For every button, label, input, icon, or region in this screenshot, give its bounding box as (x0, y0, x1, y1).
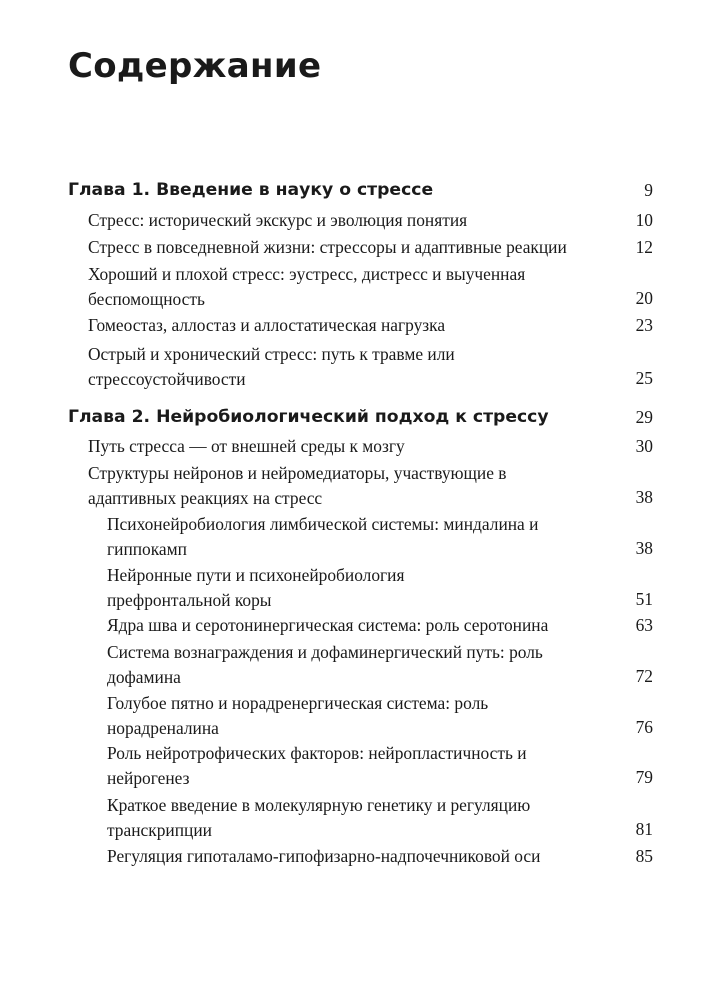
toc-entry-continuation (107, 715, 653, 740)
toc-chapter-2[interactable] (68, 404, 653, 430)
toc-entry-title: Острый и хронический стресс: путь к травме или стрессоустойчивости (88, 344, 455, 389)
toc-page-number: 63 (635, 615, 653, 635)
toc-entry-continuation (107, 765, 653, 790)
toc-page-number: 23 (635, 315, 653, 335)
toc-entry-continuation (88, 366, 653, 391)
toc-entry-title: Стресс: исторический экскурс и эволюция понятия (88, 210, 468, 230)
toc-page-number: 30 (635, 436, 653, 456)
toc-page-number: 72 (635, 666, 653, 686)
toc-page-number: 81 (635, 819, 653, 839)
toc-subentry[interactable] (107, 613, 653, 638)
toc-entry-title: Структуры нейронов и нейромедиаторы, участвующие в адаптивных реакциях на стресс (88, 463, 507, 508)
toc-page-number: 85 (635, 846, 653, 866)
toc-entry[interactable] (88, 434, 653, 459)
toc-page-number: 10 (635, 210, 653, 230)
toc-entry[interactable] (88, 208, 653, 233)
toc-entry-title: Краткое введение в молекулярную генетику и регуляцию транскрипции (107, 795, 531, 840)
toc-entry-title: Хороший и плохой стресс: эустресс, дистресс и выученная беспомощность (88, 264, 526, 309)
toc-entry-title: Гомеостаз, аллостаз и аллостатическая нагрузка (88, 315, 446, 335)
toc-entry-title: Нейронные пути и психонейробиология префронтальной коры (107, 565, 405, 610)
toc-entry-title: Голубое пятно и норадренергическая система: роль норадреналина (107, 693, 489, 738)
toc-entry-continuation (107, 536, 653, 561)
toc-entry-title: Ядра шва и серотонинергическая система: роль серотонина (107, 615, 549, 635)
toc-entry-title: Психонейробиология лимбической системы: миндалина и гиппокамп (107, 514, 539, 559)
toc-entry-title: Путь стресса — от внешней среды к мозгу (88, 436, 405, 456)
toc-page-number: 29 (635, 407, 653, 427)
toc-entry[interactable] (88, 313, 653, 338)
toc-chapter-1[interactable] (68, 177, 653, 203)
toc-entry-continuation (88, 286, 653, 311)
toc-page-number: 76 (635, 717, 653, 737)
toc-entry-title: Глава 2. Нейробиологический подход к стрессу (68, 407, 549, 427)
toc-entry-title: Роль нейротрофических факторов: нейропластичность и нейрогенез (107, 743, 527, 788)
toc-entry-title: Система вознаграждения и дофаминергический путь: роль дофамина (107, 642, 543, 687)
toc-entry-title: Глава 1. Введение в науку о стрессе (68, 180, 434, 200)
toc-page-number: 25 (635, 368, 653, 388)
page-title: Содержание (68, 46, 322, 86)
toc-entry-continuation (107, 817, 653, 842)
toc-entry-title: Стресс в повседневной жизни: стрессоры и адаптивные реакции (88, 237, 567, 257)
toc-page-number: 51 (635, 589, 653, 609)
toc-entry[interactable] (88, 235, 653, 260)
toc-entry-continuation (88, 485, 653, 510)
toc-page-number: 38 (635, 487, 653, 507)
toc-page-number: 9 (644, 180, 653, 200)
toc-page-number: 20 (635, 288, 653, 308)
toc-entry-title: Регуляция гипоталамо-гипофизарно-надпочечниковой оси (107, 846, 541, 866)
toc-page-number: 38 (635, 538, 653, 558)
toc-page-number: 79 (635, 767, 653, 787)
toc-entry-continuation (107, 587, 653, 612)
toc-entry-continuation (107, 664, 653, 689)
toc-subentry[interactable] (107, 844, 653, 869)
toc-page-number: 12 (635, 237, 653, 257)
